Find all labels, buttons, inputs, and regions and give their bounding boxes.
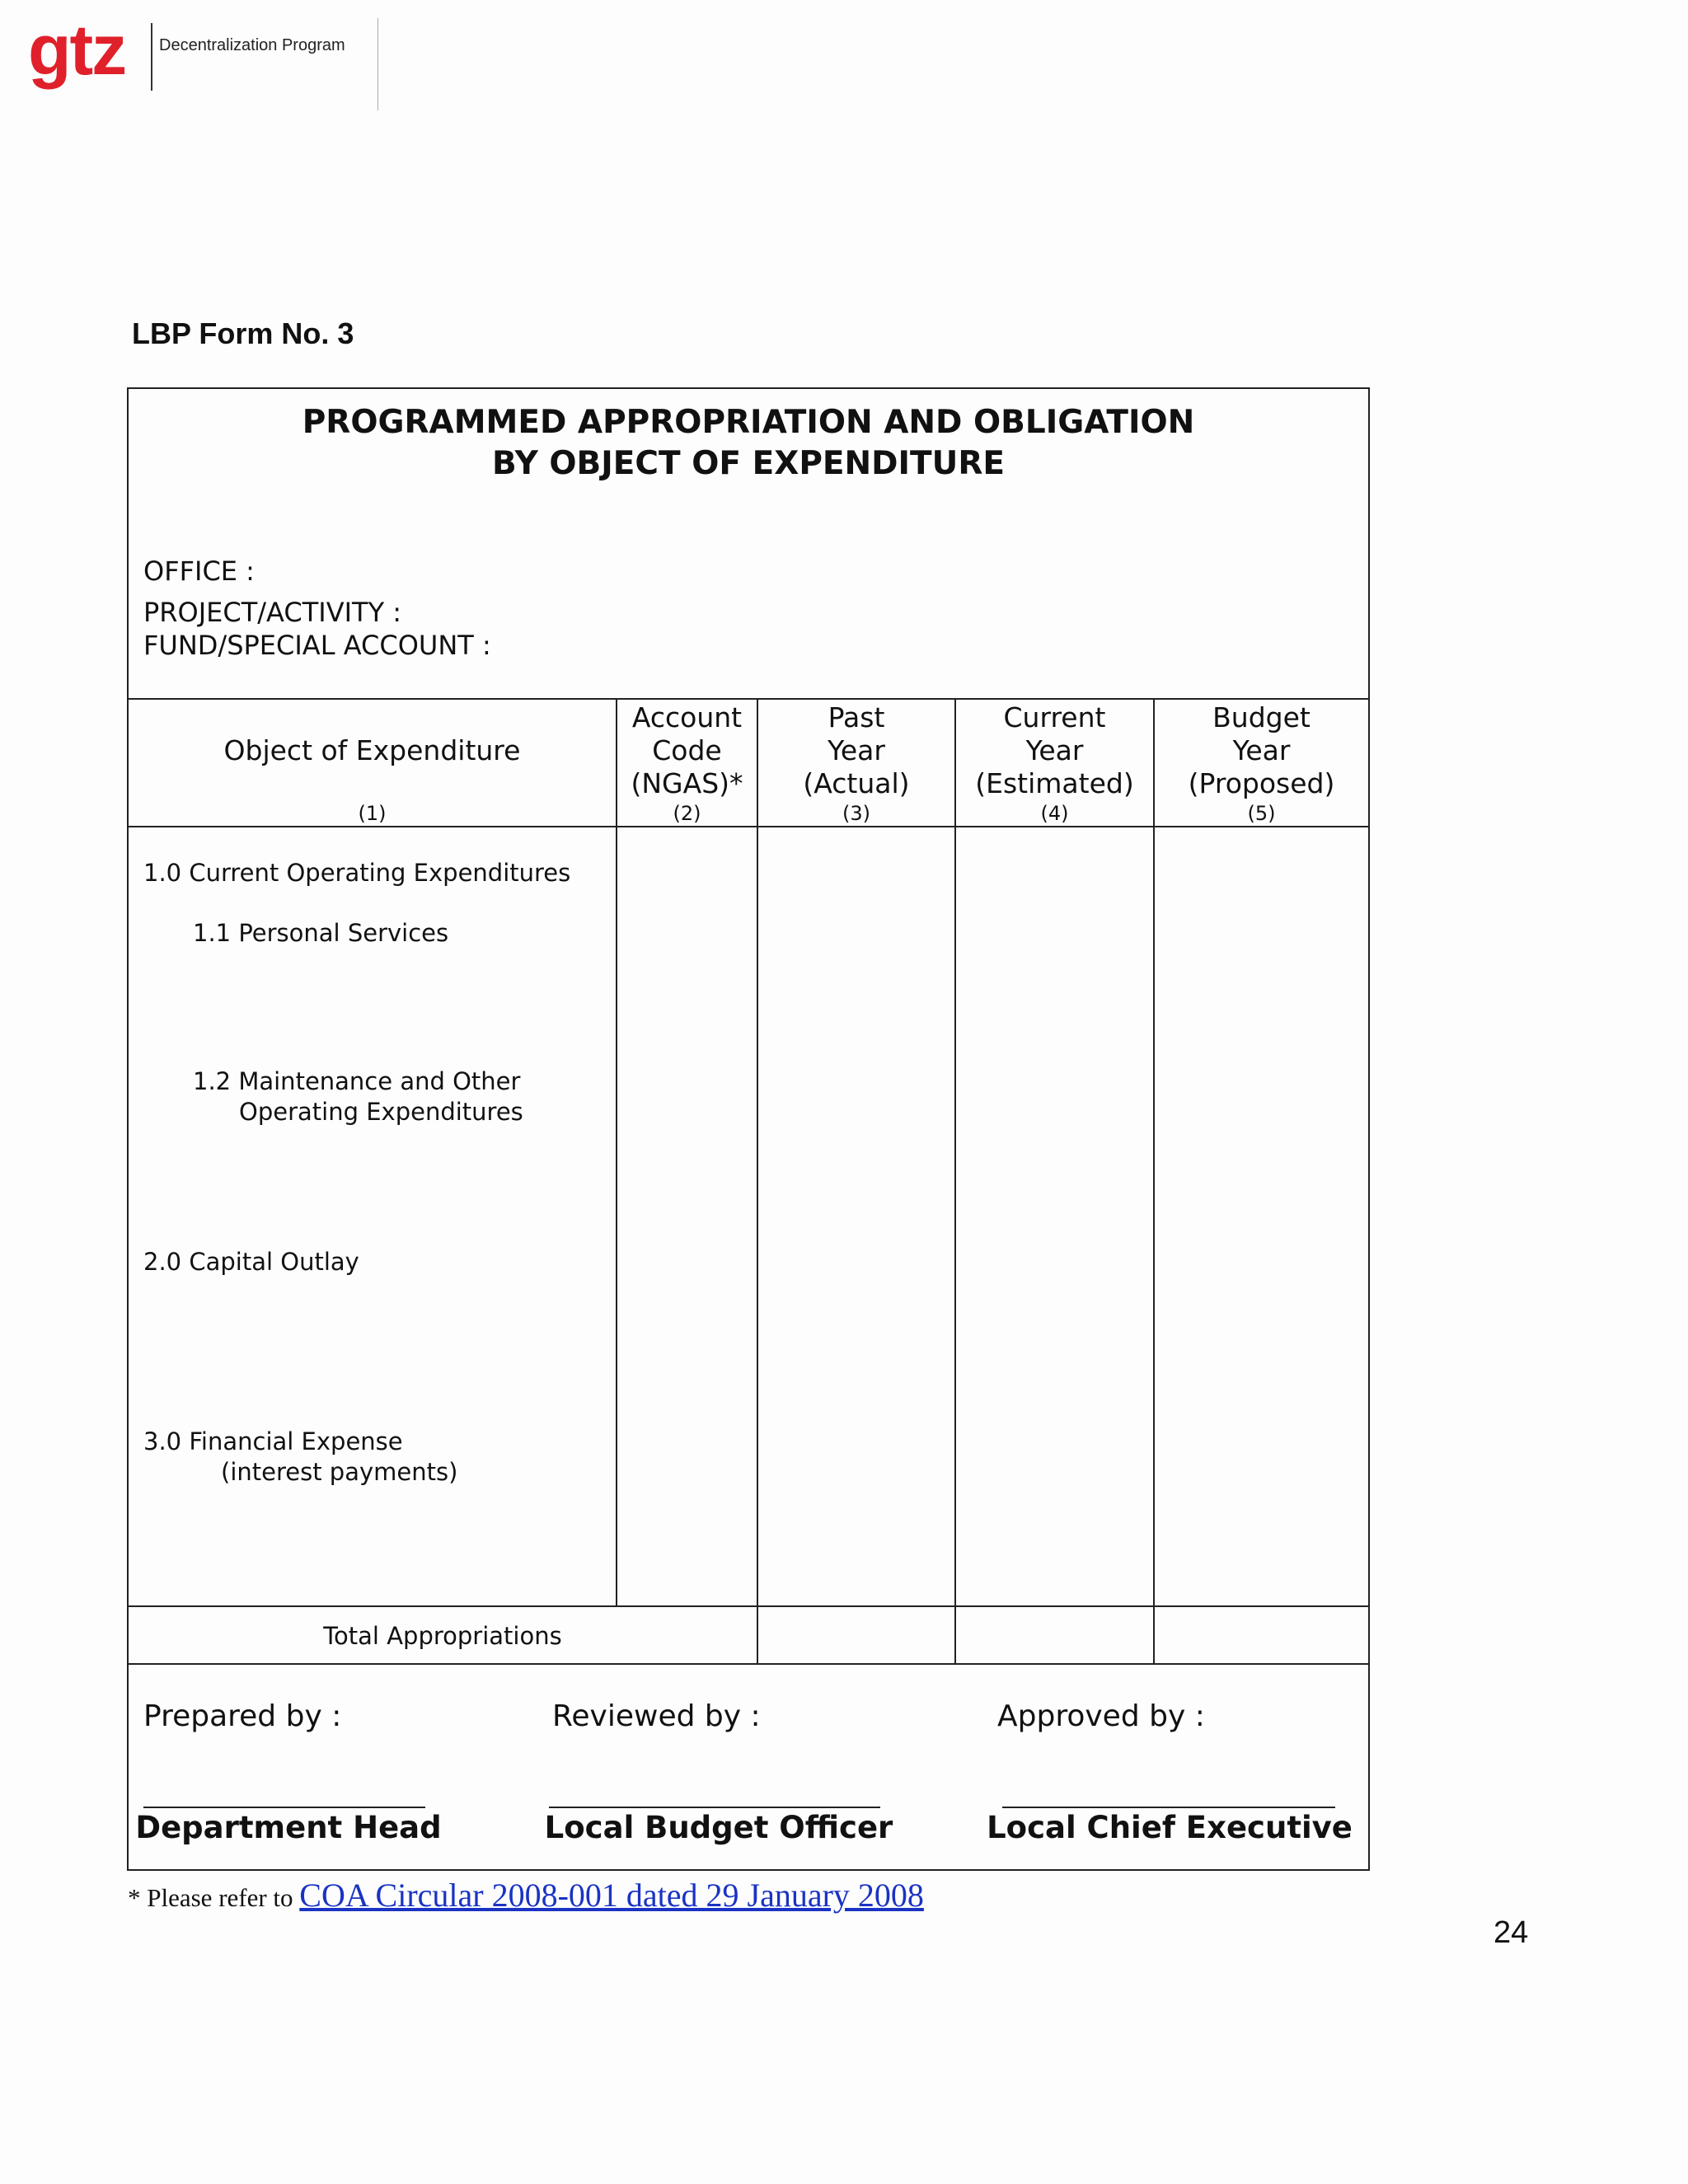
row-capital-outlay: 2.0 Capital Outlay xyxy=(143,1248,359,1276)
col-header-line: Budget xyxy=(1212,701,1311,733)
row-current-operating: 1.0 Current Operating Expenditures xyxy=(143,859,571,887)
approved-by-label: Approved by : xyxy=(997,1699,1205,1733)
gtz-logo: gtz xyxy=(28,11,126,90)
local-chief-executive-title: Local Chief Executive xyxy=(987,1810,1353,1845)
row-maintenance-line1: 1.2 Maintenance and Other xyxy=(193,1067,521,1095)
project-field: PROJECT/ACTIVITY : xyxy=(143,597,402,628)
footnote xyxy=(128,1876,924,1915)
row-personal-services: 1.1 Personal Services xyxy=(193,919,449,947)
col-header-line: Current xyxy=(1003,701,1106,733)
coa-circular-link[interactable]: COA Circular 2008-001 dated 29 January 2008 xyxy=(299,1877,924,1914)
fund-field: FUND/SPECIAL ACCOUNT : xyxy=(143,630,491,661)
col-header-line: Object of Expenditure xyxy=(223,734,521,766)
header-rule xyxy=(127,698,1370,700)
col-header-budget-year xyxy=(1155,701,1368,800)
col-header-line: (Proposed) xyxy=(1188,767,1335,799)
prepared-signature-line xyxy=(143,1807,425,1808)
form-title xyxy=(129,402,1368,485)
row-financial-expense-line2: (interest payments) xyxy=(221,1458,458,1486)
col-header-line: Past xyxy=(828,701,885,733)
row-maintenance-line2: Operating Expenditures xyxy=(239,1098,523,1126)
total-appropriations-label: Total Appropriations xyxy=(323,1622,562,1650)
office-field: OFFICE : xyxy=(143,555,255,587)
footnote-prefix: * Please refer to xyxy=(128,1883,300,1912)
logo-divider xyxy=(151,23,152,91)
col-header-line: Year xyxy=(1025,734,1084,766)
approved-signature-line xyxy=(1002,1807,1335,1808)
reviewed-by-label: Reviewed by : xyxy=(552,1699,761,1733)
total-rule xyxy=(127,1663,1370,1665)
program-name: Decentralization Program xyxy=(159,36,345,54)
col-header-line: Year xyxy=(1232,734,1291,766)
col-header-object xyxy=(129,734,616,767)
col-divider-1 xyxy=(616,698,617,1605)
col-number-3: (3) xyxy=(842,802,870,825)
col-header-line: Year xyxy=(828,734,885,766)
col-divider-2 xyxy=(757,698,758,1663)
col-header-past-year xyxy=(758,701,954,800)
col-header-line: (Estimated) xyxy=(975,767,1134,799)
prepared-by-label: Prepared by : xyxy=(143,1699,342,1733)
body-rule xyxy=(127,1605,1370,1607)
col-header-current-year xyxy=(956,701,1153,800)
col-header-line: Account xyxy=(631,701,743,733)
header-divider xyxy=(377,18,378,110)
col-divider-3 xyxy=(954,698,956,1663)
row-financial-expense-line1: 3.0 Financial Expense xyxy=(143,1427,403,1455)
department-head-title: Department Head xyxy=(135,1810,442,1845)
col-header-line: Code xyxy=(652,734,722,766)
col-number-4: (4) xyxy=(1040,802,1069,825)
col-header-line: (NGAS)* xyxy=(631,767,743,799)
local-budget-officer-title: Local Budget Officer xyxy=(544,1810,893,1845)
col-number-2: (2) xyxy=(673,802,701,825)
title-line-1: PROGRAMMED APPROPRIATION AND OBLIGATION xyxy=(302,404,1195,441)
col-divider-4 xyxy=(1153,698,1155,1663)
col-header-line: (Actual) xyxy=(803,767,910,799)
col-number-5: (5) xyxy=(1247,802,1276,825)
title-line-2: BY OBJECT OF EXPENDITURE xyxy=(491,445,1006,482)
page-number: 24 xyxy=(1493,1915,1529,1950)
col-number-1: (1) xyxy=(358,802,387,825)
col-header-account-code xyxy=(617,701,757,800)
reviewed-signature-line xyxy=(549,1807,880,1808)
form-number: LBP Form No. 3 xyxy=(132,316,354,350)
column-head-rule xyxy=(127,826,1370,827)
